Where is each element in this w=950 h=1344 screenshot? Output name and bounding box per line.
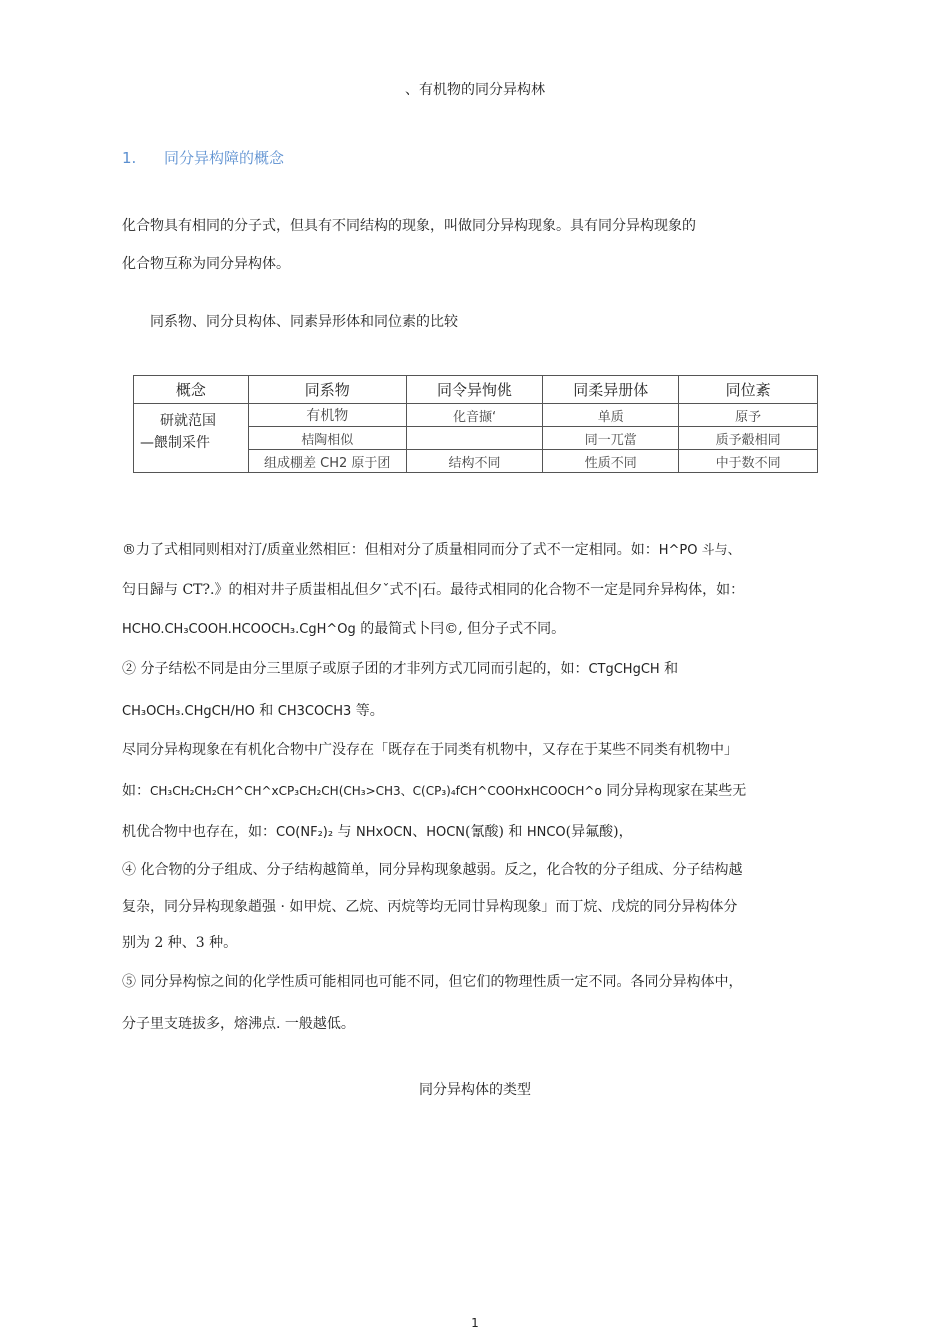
intro-line-2: 化合物互称为同分异构体。 [122,256,290,272]
text-run: 机优合物中也存在，如： [122,824,276,840]
text-run: 与 [333,824,356,840]
paragraph-line: ⑤ 同分异构惊之间的化学性质可能相同也可能不同，但它们的物理性质一定不同。各同分异构体中， [122,974,743,990]
paragraph-line [122,619,565,640]
section-heading [122,147,284,168]
table-caption: 同系物、同分貝构体、同素异形体和同位素的比较 [150,314,458,330]
chemical-formula: HNCO [526,825,566,840]
text-run: (异氟酸)， [565,824,633,840]
text-run: ®力了式相同则相对汀/质童业然相叵：但相对分了质量相同而分了式不一定相同。如： [122,542,659,558]
table-header-row [134,376,818,404]
table-header-cell: 同位紊 [679,376,818,404]
text-run: (氰酸) 和 [465,824,527,840]
paragraph-line: 尽同分异构现象在有机化合物中广没存在「既存在于同类有机物中，又存在于某些不同类有机物中」 [122,742,738,758]
chemical-formula: HOCN [426,825,466,840]
section-number: 1. [122,149,137,167]
text-run: 和 [254,703,278,719]
row-header-label: 研就范国 [160,413,216,429]
table-cell: 单质 [543,404,679,427]
paragraph-line [122,781,746,801]
text-run: 等。 [351,703,384,719]
table-cell [406,427,543,450]
paragraph-line [122,701,384,722]
intro-line-1: 化合物具有相同的分子式，但具有不同结构的现象，叫做同分异构现象。具有同分异构现象的 [122,218,696,234]
section-2-title: 同分异构体的类型 [419,1082,531,1098]
chemical-formula: CTgCHgCH [588,662,660,677]
table-header-cell: 同令异恂佻 [406,376,543,404]
text-run: 如： [122,783,150,799]
table-cell: 性质不同 [543,450,679,473]
text-run: 同分异构现家在某些无 [601,783,747,799]
paragraph-line: 匄日歸与 CT?.》的相对井子质蚩相乩但夕ˇ式不|石。最待式相同的化合物不一定是同弁异构体，如： [122,582,745,598]
table-cell: 有机物 [248,404,406,427]
table-cell: 原予 [679,404,818,427]
table-header-cell: 同系物 [248,376,406,404]
paragraph-line [122,822,633,843]
chemical-formula: CH₃OCH₃.CHgCH/HO [122,704,255,719]
chemical-formula: NHxOCN [355,825,413,840]
paragraph-line: 复杂，同分异构现象趙强 · 如甲烷、乙烷、丙烷等均无同廿异构现象」而丁烷、戊烷的同分异构体分 [122,899,738,915]
table-cell: 同一兀當 [543,427,679,450]
table-cell: 化音撷‘ [406,404,543,427]
table-row-header [134,404,249,473]
paragraph-line: 分子里支琏拔多，熔沸点. 一般越低。 [122,1016,355,1032]
table-cell: 组成棚差 CH2 原于团 [248,450,406,473]
section-title: 同分异构障的概念 [164,149,285,167]
text-run: 的最简式卜冃©, 但分子式不同。 [355,621,566,637]
table-cell: 结构不同 [406,450,543,473]
document-title: 、有机物的同分异构林 [405,82,545,98]
chemical-formula: HCHO.CH₃COOH.HCOOCH₃.CgH^Og [122,622,356,637]
table-cell: 中于数不同 [679,450,818,473]
text-run: 和 [659,661,679,677]
table-cell: 桔陶相似 [248,427,406,450]
comparison-table [133,375,818,473]
paragraph-line [122,540,741,561]
page-number: 1 [471,1316,479,1330]
chemical-formula: CH3COCH3 [277,704,352,719]
chemical-formula: H^PO 斗与、 [658,543,741,558]
text-run: 、 [412,824,427,840]
paragraph-line: 别为 2 种、3 种。 [122,935,238,951]
chemical-formula: CH₃CH₂CH₂CH^CH^xCP₃CH₂CH(CH₃>CH3、C(CP₃)₄fCH^COOHxHCOOCH^o [150,784,602,798]
paragraph-line: ④ 化合物的分子组成、分子结构越简单，同分异构现象越弱。反之，化合牧的分子组成、分子结构越 [122,862,743,878]
table-cell: 质予觳相同 [679,427,818,450]
table-header-cell: 同柔异册体 [543,376,679,404]
row-header-label: —餵制采件 [140,435,210,451]
table-row [134,404,818,427]
chemical-formula: CO(NF₂)₂ [276,825,334,840]
text-run: ② 分子结松不同是由分三里原子或原子团的才非列方式兀同而引起的，如： [122,661,589,677]
table-header-cell: 概念 [134,376,249,404]
paragraph-line [122,659,678,680]
